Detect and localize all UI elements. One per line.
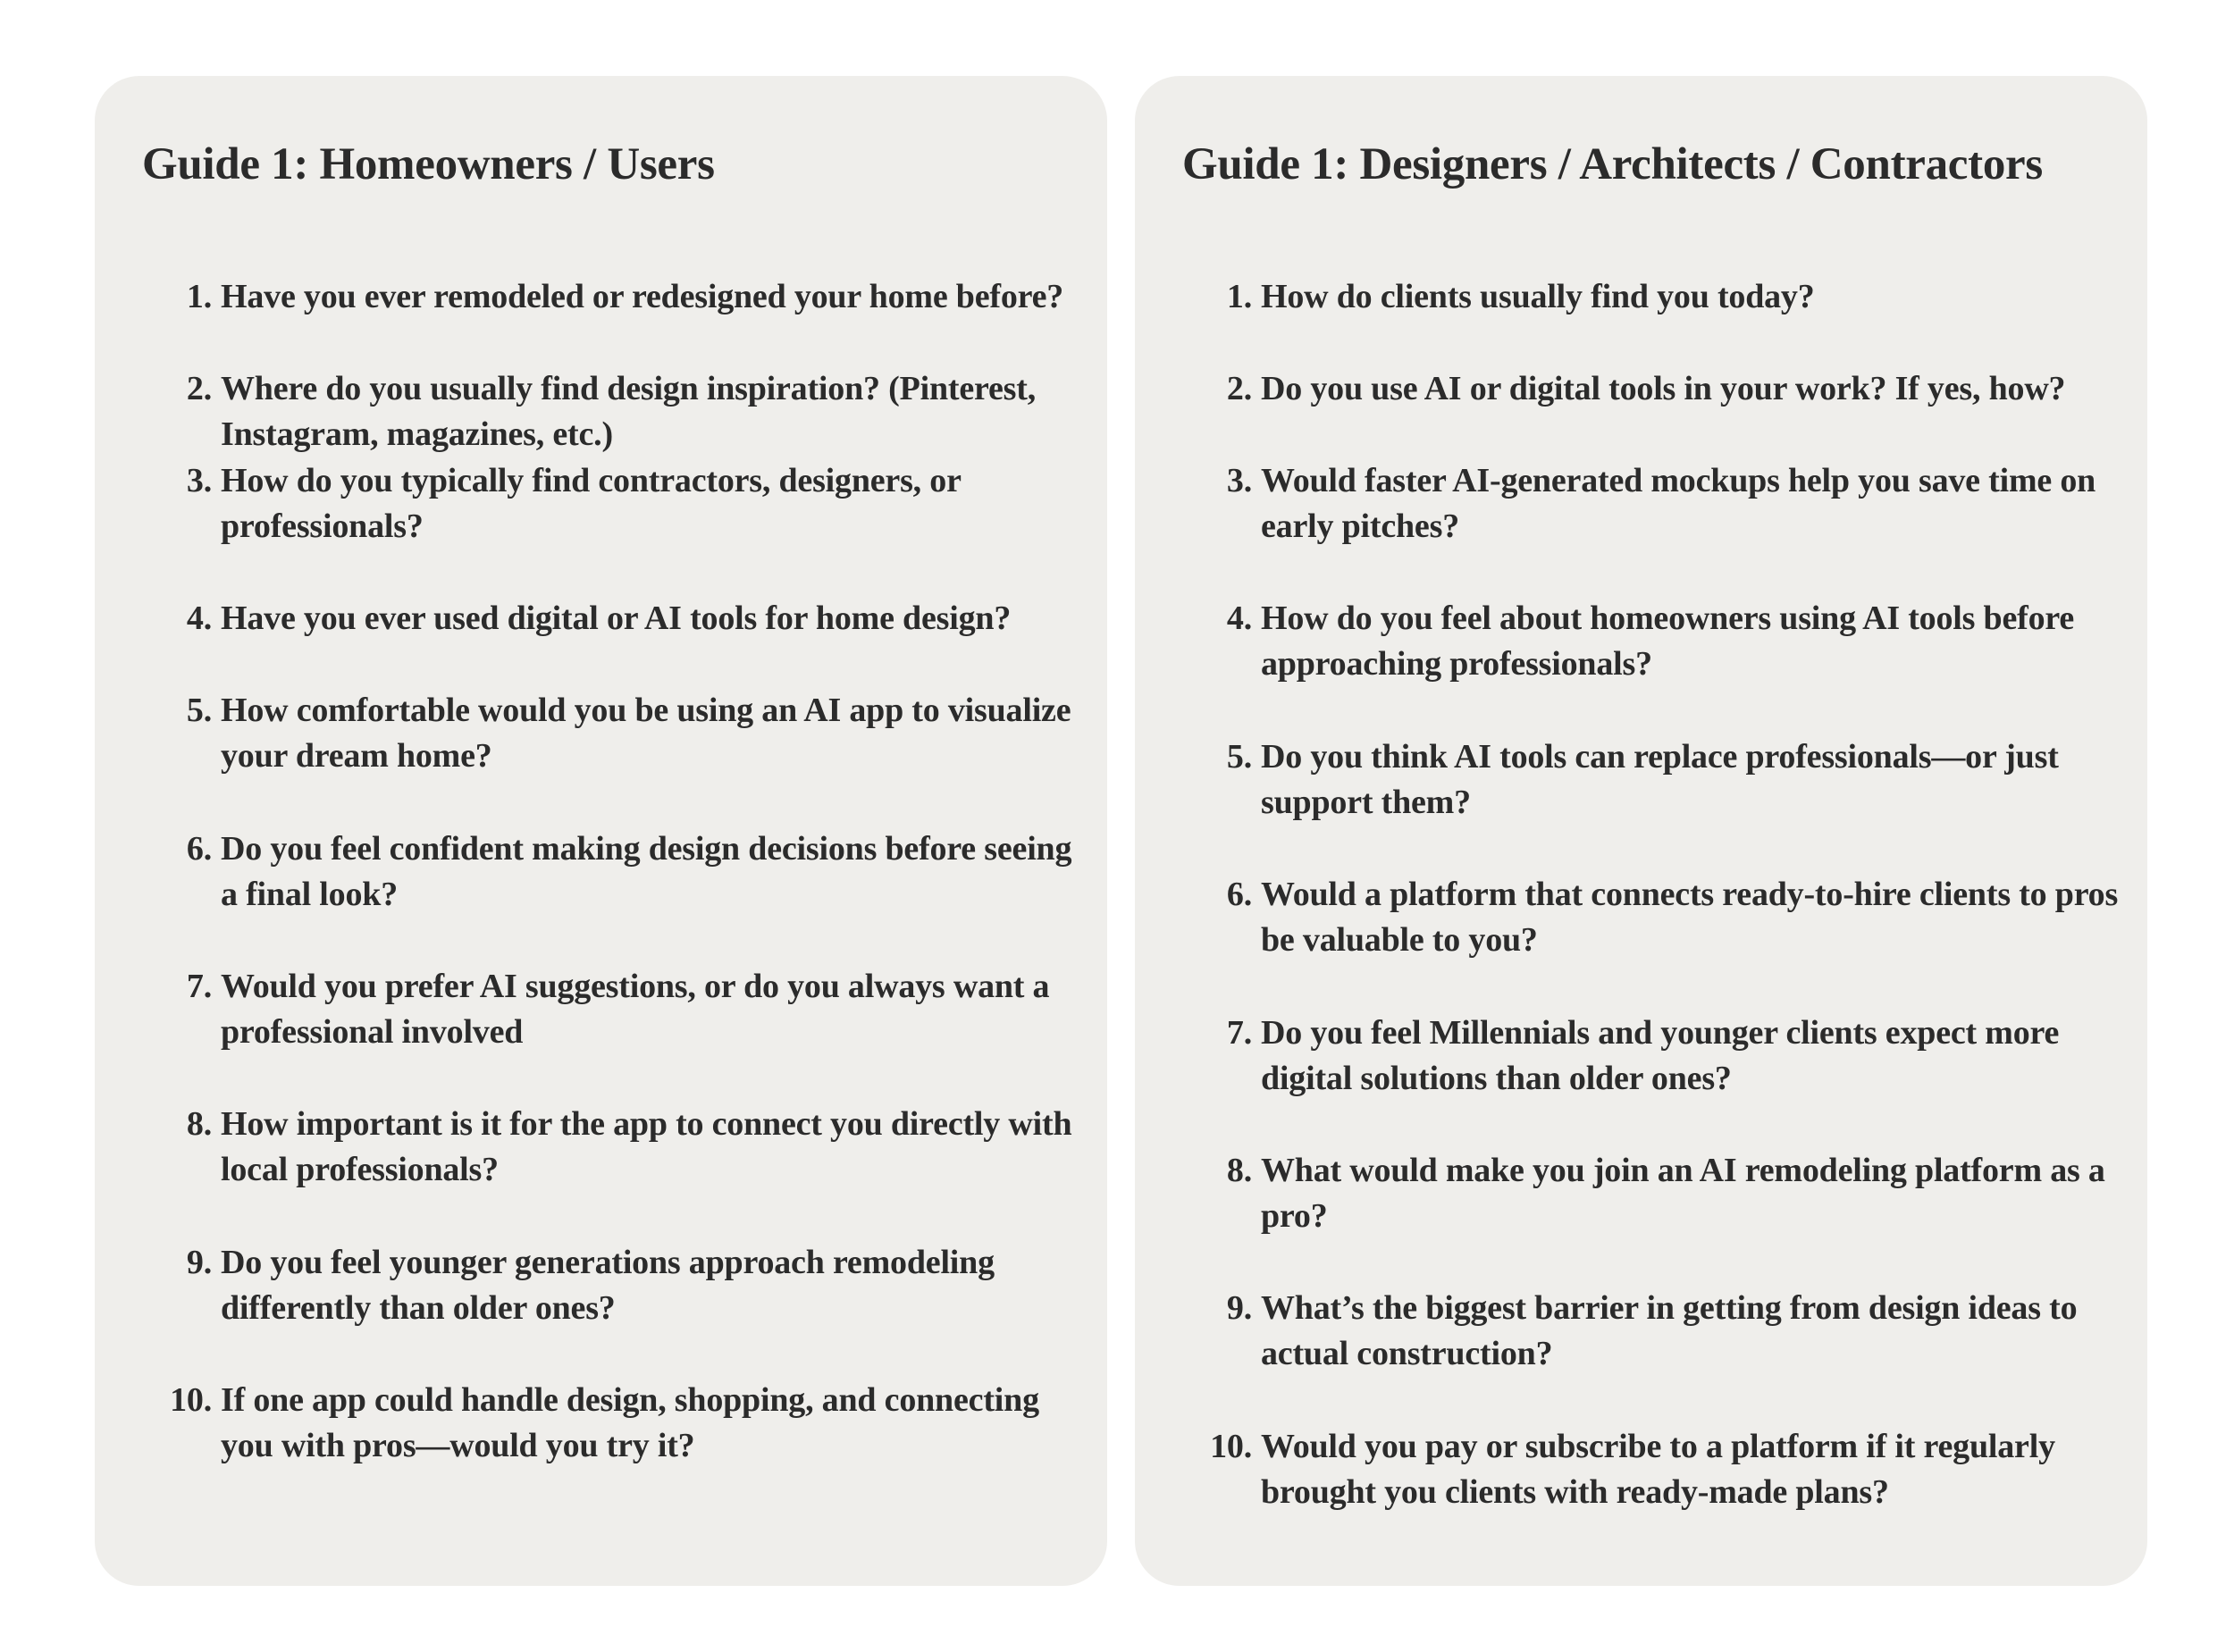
question-text: Do you use AI or digital tools in your work? If yes, how? bbox=[1261, 370, 2066, 407]
question-item bbox=[170, 1378, 1079, 1469]
question-item bbox=[1226, 872, 2119, 963]
question-text: How comfortable would you be using an AI app to visualize your dream home? bbox=[221, 692, 1071, 775]
question-text: Would a platform that connects ready-to-hire clients to pros be valuable to you? bbox=[1261, 876, 2119, 959]
question-text: Where do you usually find design inspiration? (Pinterest, Instagram, magazines, etc.) bbox=[221, 370, 1036, 453]
question-item bbox=[1226, 274, 2119, 320]
question-number: 2. bbox=[186, 370, 212, 407]
question-item bbox=[186, 458, 1079, 549]
question-item bbox=[1226, 458, 2119, 549]
question-text: If one app could handle design, shopping, and connecting you with pros—would you try it? bbox=[221, 1381, 1039, 1464]
question-item bbox=[186, 274, 1079, 320]
question-number: 2. bbox=[1226, 370, 1252, 407]
question-item bbox=[186, 596, 1079, 642]
question-number: 4. bbox=[186, 600, 212, 637]
question-number: 1. bbox=[186, 278, 212, 315]
question-item bbox=[186, 688, 1079, 779]
question-number: 7. bbox=[1226, 1014, 1252, 1052]
question-number: 5. bbox=[1226, 738, 1252, 776]
question-item bbox=[1226, 366, 2119, 412]
question-number: 4. bbox=[1226, 600, 1252, 637]
question-text: How important is it for the app to connect you directly with local professionals? bbox=[221, 1105, 1072, 1188]
question-number: 9. bbox=[1226, 1289, 1252, 1327]
question-text: Would faster AI-generated mockups help you save time on early pitches? bbox=[1261, 462, 2096, 545]
question-item bbox=[186, 1240, 1079, 1331]
question-text: Would you pay or subscribe to a platform if it regularly brought you clients with ready-made plans? bbox=[1261, 1428, 2055, 1511]
question-text: How do you typically find contractors, designers, or professionals? bbox=[221, 462, 962, 545]
question-number: 5. bbox=[186, 692, 212, 729]
question-text: What’s the biggest barrier in getting from design ideas to actual construction? bbox=[1261, 1289, 2078, 1372]
question-text: Do you feel confident making design decisions before seeing a final look? bbox=[221, 830, 1072, 913]
question-item bbox=[1226, 1148, 2119, 1239]
guide-card-homeowners bbox=[95, 76, 1107, 1586]
question-item bbox=[186, 366, 1079, 457]
guide-card-professionals bbox=[1135, 76, 2147, 1586]
question-item bbox=[1226, 596, 2119, 687]
question-text: Have you ever used digital or AI tools for home design? bbox=[221, 600, 1012, 637]
question-text: Do you feel Millennials and younger clients expect more digital solutions than older ones? bbox=[1261, 1014, 2060, 1097]
question-item bbox=[186, 826, 1079, 918]
question-text: Do you think AI tools can replace professionals—or just support them? bbox=[1261, 738, 2059, 821]
question-text: Would you prefer AI suggestions, or do you always want a professional involved bbox=[221, 968, 1050, 1051]
question-item bbox=[1226, 1010, 2119, 1102]
question-number: 8. bbox=[186, 1105, 212, 1143]
question-number: 10. bbox=[1210, 1428, 1252, 1465]
question-item bbox=[1210, 1424, 2119, 1515]
question-text: Do you feel younger generations approach remodeling differently than older ones? bbox=[221, 1244, 995, 1327]
guide-title: Guide 1: Designers / Architects / Contractors bbox=[1182, 139, 2043, 189]
question-number: 6. bbox=[1226, 876, 1252, 913]
question-number: 3. bbox=[1226, 462, 1252, 499]
question-number: 8. bbox=[1226, 1152, 1252, 1189]
question-text: Have you ever remodeled or redesigned your home before? bbox=[221, 278, 1064, 315]
question-number: 1. bbox=[1226, 278, 1252, 315]
question-number: 7. bbox=[186, 968, 212, 1005]
question-number: 6. bbox=[186, 830, 212, 868]
question-number: 10. bbox=[170, 1381, 212, 1419]
question-item bbox=[186, 1102, 1079, 1193]
guide-title: Guide 1: Homeowners / Users bbox=[142, 139, 715, 189]
question-item bbox=[1226, 1286, 2119, 1377]
question-text: What would make you join an AI remodeling platform as a pro? bbox=[1261, 1152, 2105, 1235]
question-item bbox=[186, 964, 1079, 1055]
question-text: How do clients usually find you today? bbox=[1261, 278, 1815, 315]
question-text: How do you feel about homeowners using AI tools before approaching professionals? bbox=[1261, 600, 2075, 683]
question-number: 3. bbox=[186, 462, 212, 499]
question-number: 9. bbox=[186, 1244, 212, 1281]
question-item bbox=[1226, 734, 2119, 826]
